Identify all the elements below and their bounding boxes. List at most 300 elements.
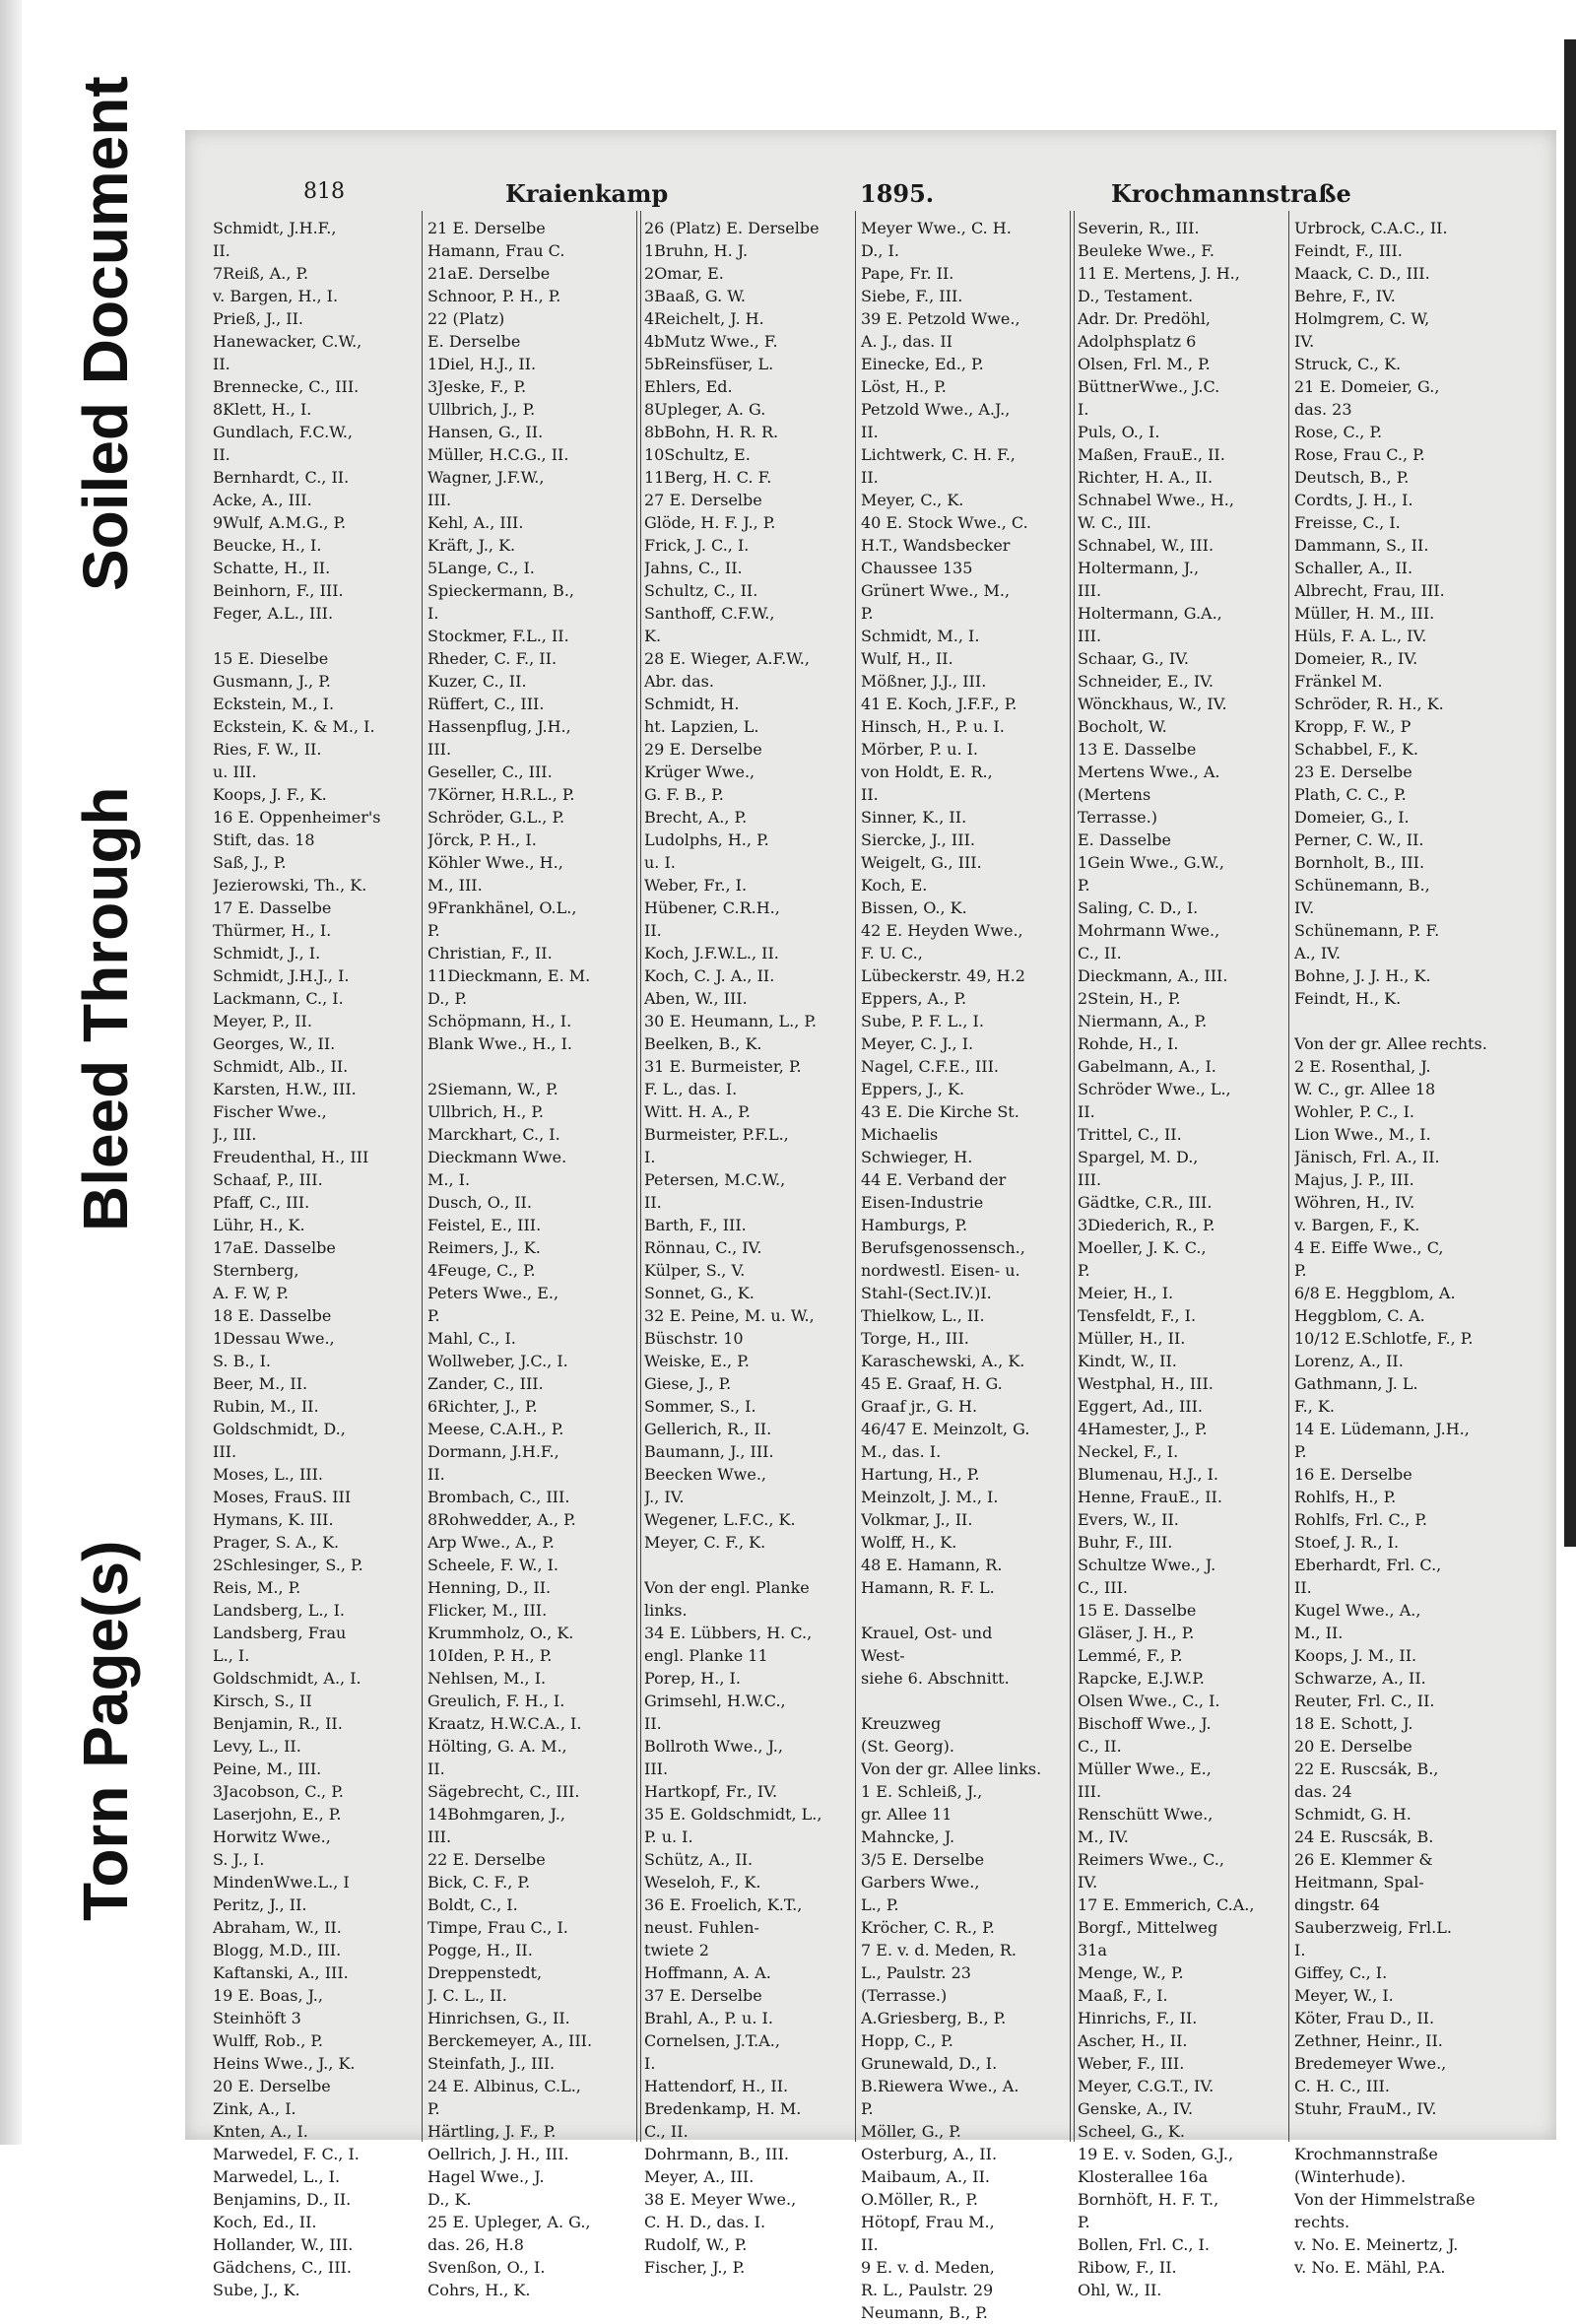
directory-entry-line: Sinner, K., II.	[861, 808, 967, 827]
directory-entry-line: Jahns, C., II.	[644, 559, 743, 577]
directory-entry-line: Schnabel Wwe., H.,	[1078, 491, 1234, 509]
directory-entry-line: Schmidt, H.	[644, 695, 740, 713]
directory-entry-line: II.	[861, 423, 879, 441]
directory-entry-line: Lübeckerstr. 49, H.2	[861, 966, 1025, 985]
directory-entry-line: Külper, S., V.	[644, 1261, 746, 1280]
directory-entry-line: D., P.	[427, 989, 468, 1008]
directory-entry-line: Westphal, H., III.	[1078, 1374, 1214, 1393]
directory-entry-line: 11Dieckmann, E. M.	[427, 966, 591, 985]
directory-entry-line: 36 E. Froelich, K.T.,	[644, 1895, 803, 1914]
directory-entry-line: Frick, J. C., I.	[644, 536, 750, 555]
directory-entry-line: Flicker, M., III.	[427, 1601, 548, 1620]
directory-entry-line: I.	[1078, 400, 1089, 419]
directory-entry-line: Maßen, FrauE., II.	[1078, 445, 1225, 464]
directory-entry-line: nordwestl. Eisen- u.	[861, 1261, 1020, 1280]
directory-entry-line: Mörber, P. u. I.	[861, 740, 979, 759]
directory-entry-line: 44 E. Verband der	[861, 1170, 1007, 1189]
directory-entry-line: Heggblom, C. A.	[1294, 1306, 1425, 1325]
directory-entry-line: neust. Fuhlen-	[644, 1918, 759, 1937]
directory-entry-line: Reimers, J., K.	[427, 1238, 541, 1257]
directory-entry-line: Svenßon, O., I.	[427, 2258, 546, 2277]
directory-entry-line: Trittel, C., II.	[1078, 1125, 1182, 1144]
directory-entry-line: Moeller, J. K. C.,	[1078, 1238, 1207, 1257]
directory-entry-line: Greulich, F. H., I.	[427, 1692, 565, 1710]
stamp-bleed-through: Bleed Through	[70, 786, 141, 1231]
directory-entry-line: 16 E. Oppenheimer's	[213, 808, 381, 827]
directory-entry-line: 5Lange, C., I.	[427, 559, 535, 577]
directory-entry-line: (Winterhude).	[1294, 2167, 1407, 2186]
directory-entry-line: Weiske, E., P.	[644, 1352, 750, 1370]
directory-entry-line: Oellrich, J. H., III.	[427, 2145, 569, 2163]
directory-entry-line: Köter, Frau D., II.	[1294, 2009, 1435, 2027]
directory-entry-line: Sternberg,	[213, 1261, 299, 1280]
directory-entry-line: Sube, P. F. L., I.	[861, 1012, 984, 1030]
column-6	[1294, 217, 1501, 2279]
directory-entry-line: Sauberzweig, Frl.L.	[1294, 1918, 1452, 1937]
directory-entry-line: II.	[1078, 1102, 1095, 1121]
directory-entry-line: Lackmann, C., I.	[213, 989, 344, 1008]
directory-entry-line: Schünemann, P. F.	[1294, 921, 1440, 940]
directory-entry-line: III.	[1078, 1782, 1102, 1801]
directory-entry-line: 3Baaß, G. W.	[644, 287, 746, 305]
directory-entry-line: P.	[427, 2099, 440, 2118]
directory-entry-line: Hagel Wwe., J.	[427, 2167, 545, 2186]
directory-entry-line: Schnoor, P. H., P.	[427, 287, 561, 305]
directory-entry-line: III.	[1078, 627, 1102, 645]
directory-entry-line: Feindt, F., III.	[1294, 241, 1403, 260]
directory-entry-line: Albrecht, Frau, III.	[1294, 581, 1445, 600]
directory-entry-line: Peine, M., III.	[213, 1760, 322, 1778]
directory-entry-line: P.	[427, 921, 440, 940]
directory-entry-line: 29 E. Derselbe	[644, 740, 762, 759]
directory-entry-line: 45 E. Graaf, H. G.	[861, 1374, 1003, 1393]
directory-entry-line: Hymans, K. III.	[213, 1510, 334, 1529]
column-rule	[1288, 211, 1289, 2142]
directory-entry-line: D., K.	[427, 2190, 472, 2209]
directory-entry-line: 27 E. Derselbe	[644, 491, 762, 509]
directory-entry-line: II.	[1294, 1578, 1312, 1597]
directory-entry-line: Hamburgs, P.	[861, 1216, 968, 1234]
directory-entry-line: Schabbel, F., K.	[1294, 740, 1418, 759]
directory-entry-line: Von der engl. Planke	[644, 1578, 810, 1597]
directory-entry-line: Schünemann, B.,	[1294, 876, 1430, 895]
directory-entry-line: 6/8 E. Heggblom, A.	[1294, 1284, 1456, 1302]
directory-entry-line: Hansen, G., II.	[427, 423, 544, 441]
directory-entry-line: Hollander, W., III.	[213, 2235, 354, 2254]
directory-entry-line: Burmeister, P.F.L.,	[644, 1125, 789, 1144]
directory-entry-line: Laserjohn, E., P.	[213, 1805, 342, 1824]
directory-entry-line: Wönckhaus, W., IV.	[1078, 695, 1227, 713]
directory-entry-line: Abr. das.	[644, 672, 714, 691]
directory-entry-line: Borgf., Mittelweg	[1078, 1918, 1218, 1937]
directory-entry-line: Meyer Wwe., C. H.	[861, 219, 1012, 237]
directory-entry-line: 35 E. Goldschmidt, L.,	[644, 1805, 822, 1824]
directory-entry-line: II.	[644, 1193, 662, 1212]
directory-entry-line: Bernhardt, C., II.	[213, 468, 350, 487]
directory-entry-line: Peters Wwe., E.,	[427, 1284, 559, 1302]
directory-entry-line: F. L., das. I.	[644, 1080, 738, 1098]
directory-entry-line: Kehl, A., III.	[427, 513, 524, 532]
directory-entry-line: Kräft, J., K.	[427, 536, 516, 555]
directory-entry-line: Dohrmann, B., III.	[644, 2145, 789, 2163]
directory-entry-line: Beer, M., II.	[213, 1374, 308, 1393]
header-left-title: Kraienkamp	[505, 179, 669, 208]
directory-entry-line: Zethner, Heinr., II.	[1294, 2031, 1443, 2050]
directory-entry-line: Jänisch, Frl. A., II.	[1294, 1148, 1440, 1166]
directory-entry-line: Adolphsplatz 6	[1078, 332, 1197, 351]
directory-entry-line: K.	[644, 627, 662, 645]
directory-entry-line: Sube, J., K.	[213, 2281, 300, 2299]
directory-entry-line: Schaar, G., IV.	[1078, 649, 1189, 668]
directory-entry-line: Stift, das. 18	[213, 830, 315, 849]
directory-entry-line: Ehlers, Ed.	[644, 377, 733, 396]
directory-entry-line: 22 E. Derselbe	[427, 1850, 546, 1869]
directory-entry-line: 3Jacobson, C., P.	[213, 1782, 344, 1801]
stamp-soiled-document: Soiled Document	[70, 76, 141, 591]
directory-entry-line: (Terrasse.)	[861, 1986, 948, 2005]
directory-entry-line: P.	[1078, 2213, 1090, 2231]
directory-entry-line: Kugel Wwe., A.,	[1294, 1601, 1421, 1620]
directory-entry-line: 13 E. Dasselbe	[1078, 740, 1197, 759]
directory-entry-line: Dieckmann, A., III.	[1078, 966, 1228, 985]
directory-entry-line: F., K.	[1294, 1397, 1335, 1416]
directory-entry-line: Holtermann, J.,	[1078, 559, 1200, 577]
directory-entry-line: C., II.	[1078, 1737, 1122, 1756]
directory-entry-line: 7Körner, H.R.L., P.	[427, 785, 575, 804]
directory-entry-line: III.	[427, 491, 452, 509]
directory-entry-line: Krüger Wwe.,	[644, 763, 755, 781]
directory-entry-line: 1Diel, H.J., II.	[427, 355, 537, 373]
directory-entry-line: II.	[213, 445, 230, 464]
directory-entry-line: Wulff, Rob., P.	[213, 2031, 323, 2050]
directory-entry-line: Eckstein, K. & M., I.	[213, 717, 375, 736]
directory-entry-line: A., IV.	[1294, 944, 1341, 963]
directory-entry-line: P.	[1294, 1261, 1307, 1280]
directory-entry-line: Möller, G., P.	[861, 2122, 961, 2141]
directory-entry-line: 28 E. Wieger, A.F.W.,	[644, 649, 810, 668]
directory-entry-line: Gläser, J. H., P.	[1078, 1624, 1195, 1642]
directory-entry-line: III.	[427, 1827, 452, 1846]
directory-entry-line: Goldschmidt, D.,	[213, 1420, 346, 1438]
directory-entry-line: 10/12 E.Schlotfe, F., P.	[1294, 1329, 1474, 1348]
directory-entry-line: Deutsch, B., P.	[1294, 468, 1410, 487]
directory-entry-line: O.Möller, R., P.	[861, 2190, 978, 2209]
directory-entry-line: D., Testament.	[1078, 287, 1194, 305]
directory-entry-line: Eckstein, M., I.	[213, 695, 335, 713]
directory-entry-line: 8bBohn, H. R. R.	[644, 423, 779, 441]
directory-entry-line: J., IV.	[644, 1488, 685, 1506]
directory-entry-line: Porep, H., I.	[644, 1669, 741, 1688]
directory-entry-line	[213, 625, 420, 647]
directory-entry-line: Bornholt, B., III.	[1294, 853, 1425, 872]
directory-entry-line: Perner, C. W., II.	[1294, 830, 1424, 849]
directory-entry-line: Grimsehl, H.W.C.,	[644, 1692, 786, 1710]
directory-entry-line: Domeier, R., IV.	[1294, 649, 1418, 668]
directory-entry-line: 43 E. Die Kirche St.	[861, 1102, 1019, 1121]
directory-entry-line: S. B., I.	[213, 1352, 271, 1370]
directory-entry-line: 4Reichelt, J. H.	[644, 309, 764, 328]
directory-entry-line: u. III.	[213, 763, 257, 781]
directory-entry-line: 32 E. Peine, M. u. W.,	[644, 1306, 815, 1325]
directory-entry-line: Acke, A., III.	[213, 491, 312, 509]
directory-entry-line: Meyer, C. J., I.	[861, 1034, 974, 1053]
directory-entry-line: Moses, L., III.	[213, 1465, 324, 1484]
directory-entry-line: G. F. B., P.	[644, 785, 724, 804]
directory-entry-line: 4bMutz Wwe., F.	[644, 332, 778, 351]
directory-entry-line: Boldt, C., I.	[427, 1895, 518, 1914]
directory-entry-line: Knten, A., I.	[213, 2122, 308, 2141]
directory-entry-line	[861, 1690, 1068, 1712]
directory-entry-line: 2Schlesinger, S., P.	[213, 1556, 363, 1574]
directory-entry-line: J., III.	[213, 1125, 257, 1144]
directory-entry-line: rechts.	[1294, 2213, 1350, 2231]
directory-entry-line: 2 E. Rosenthal, J.	[1294, 1057, 1431, 1076]
directory-entry-line: Büschstr. 10	[644, 1329, 744, 1348]
directory-entry-line: 11Berg, H. C. F.	[644, 468, 772, 487]
directory-entry-line: Von der gr. Allee links.	[861, 1760, 1042, 1778]
directory-entry-line: Müller Wwe., E.,	[1078, 1760, 1212, 1778]
column-2	[427, 217, 634, 2301]
directory-entry-line: Stockmer, F.L., II.	[427, 627, 569, 645]
directory-entry-line: Hinrichs, F., II.	[1078, 2009, 1198, 2027]
column-5	[1078, 217, 1284, 2301]
directory-entry-line: Baumann, J., III.	[644, 1442, 774, 1461]
directory-entry-line: Bischoff Wwe., J.	[1078, 1714, 1212, 1733]
directory-entry-line: Pfaff, C., III.	[213, 1193, 310, 1212]
directory-entry-line: P.	[1078, 1261, 1090, 1280]
directory-entry-line: Horwitz Wwe.,	[213, 1827, 331, 1846]
directory-entry-line: 46/47 E. Meinzolt, G.	[861, 1420, 1030, 1438]
directory-entry-line: II.	[861, 2235, 879, 2254]
directory-entry-line: Hanewacker, C.W.,	[213, 332, 362, 351]
directory-entry-line: 17 E. Emmerich, C.A.,	[1078, 1895, 1255, 1914]
directory-entry-line: 9Wulf, A.M.G., P.	[213, 513, 347, 532]
directory-entry-line: 20 E. Derselbe	[1294, 1737, 1412, 1756]
directory-entry-line: Christian, F., II.	[427, 944, 553, 963]
directory-entry-line	[861, 1599, 1068, 1622]
directory-entry-line: 24 E. Albinus, C.L.,	[427, 2077, 581, 2095]
directory-entry-line: M., das. I.	[861, 1442, 942, 1461]
directory-entry-line: Hübener, C.R.H.,	[644, 898, 780, 917]
directory-entry-line: 2Omar, E.	[644, 264, 724, 283]
directory-entry-line: Renschütt Wwe.,	[1078, 1805, 1214, 1824]
directory-entry-line: Heins Wwe., J., K.	[213, 2054, 356, 2073]
directory-entry-line: Rohde, H., I.	[1078, 1034, 1179, 1053]
directory-entry-line: Schwieger, H.	[861, 1148, 973, 1166]
directory-entry-line: E. Derselbe	[427, 332, 521, 351]
directory-entry-line: Siercke, J., III.	[861, 830, 975, 849]
directory-entry-line: Pape, Fr. II.	[861, 264, 954, 283]
directory-entry-line: Schöpmann, H., I.	[427, 1012, 572, 1030]
directory-entry-line: Klosterallee 16a	[1078, 2167, 1209, 2186]
directory-entry-line: Bocholt, W.	[1078, 717, 1167, 736]
column-rule	[422, 211, 423, 2142]
directory-entry-line: Eppers, J., K.	[861, 1080, 965, 1098]
directory-entry-line	[427, 1055, 634, 1078]
directory-entry-line: Neumann, B., P.	[861, 2303, 988, 2322]
directory-entry-line: Cordts, J. H., I.	[1294, 491, 1413, 509]
directory-entry-line: Steinfath, J., III.	[427, 2054, 556, 2073]
directory-entry-line: S. J., I.	[213, 1850, 265, 1869]
directory-entry-line: West-	[861, 1646, 905, 1665]
directory-entry-line: 40 E. Stock Wwe., C.	[861, 513, 1028, 532]
directory-entry-line: Krauel, Ost- und	[861, 1624, 993, 1642]
directory-entry-line: Dieckmann Wwe.	[427, 1148, 567, 1166]
directory-entry-line: Rheder, C. F., II.	[427, 649, 558, 668]
directory-entry-line: 10Iden, P. H., P.	[427, 1646, 553, 1665]
directory-entry-line: Eggert, Ad., III.	[1078, 1397, 1203, 1416]
directory-entry-line: 14Bohmgaren, J.,	[427, 1805, 565, 1824]
column-1	[213, 217, 420, 2301]
directory-entry-line: Feindt, H., K.	[1294, 989, 1402, 1008]
directory-entry-line: 31a	[1078, 1941, 1107, 1959]
directory-entry-line: Steinhöft 3	[213, 2009, 301, 2027]
directory-entry-line: Feistel, E., III.	[427, 1216, 542, 1234]
directory-entry-line: 9 E. v. d. Meden,	[861, 2258, 995, 2277]
directory-entry-line: Schneider, E., IV.	[1078, 672, 1214, 691]
directory-entry-line: 3Diederich, R., P.	[1078, 1216, 1215, 1234]
directory-entry-line: Prieß, J., II.	[213, 309, 304, 328]
directory-entry-line: Majus, J. P., III.	[1294, 1170, 1414, 1189]
directory-entry-line: I.	[644, 1148, 656, 1166]
directory-entry-line: Berckemeyer, A., III.	[427, 2031, 593, 2050]
directory-entry-line: J. C. L., II.	[427, 1986, 507, 2005]
directory-entry-line: Prager, S. A., K.	[213, 1533, 340, 1552]
directory-entry-line: Bissen, O., K.	[861, 898, 967, 917]
directory-entry-line: Graaf jr., G. H.	[861, 1397, 978, 1416]
directory-entry-line: das. 24	[1294, 1782, 1352, 1801]
directory-entry-line: IV.	[1294, 898, 1315, 917]
directory-entry-line: Schröder, R. H., K.	[1294, 695, 1444, 713]
stamp-torn-pages: Torn Page(s)	[70, 1540, 141, 1921]
directory-entry-line: Schaller, A., II.	[1294, 559, 1413, 577]
directory-entry-line: Löst, H., P.	[861, 377, 947, 396]
directory-entry-line: 22 E. Ruscsák, B.,	[1294, 1760, 1439, 1778]
directory-entry-line: Krochmannstraße	[1294, 2145, 1438, 2163]
directory-entry-line: Hamann, Frau C.	[427, 241, 565, 260]
directory-entry-line: 38 E. Meyer Wwe.,	[644, 2190, 797, 2209]
directory-entry-line: Wagner, J.F.W.,	[427, 468, 545, 487]
directory-entry-line: 37 E. Derselbe	[644, 1986, 762, 2005]
directory-entry-line: Zander, C., III.	[427, 1374, 544, 1393]
directory-entry-line: Saling, C. D., I.	[1078, 898, 1199, 917]
directory-entry-line: engl. Planke 11	[644, 1646, 768, 1665]
directory-entry-line: 26 E. Klemmer &	[1294, 1850, 1433, 1869]
directory-entry-line: Müller, H. M., III.	[1294, 604, 1435, 623]
directory-entry-line: 3Jeske, F., P.	[427, 377, 527, 396]
directory-entry-line: Hassenpflug, J.H.,	[427, 717, 571, 736]
directory-entry-line: Aben, W., III.	[644, 989, 748, 1008]
directory-entry-line: Arp Wwe., A., P.	[427, 1533, 555, 1552]
directory-entry-line: Dammann, S., II.	[1294, 536, 1429, 555]
directory-entry-line: Koch, E.	[861, 876, 928, 895]
directory-entry-line: Domeier, G., I.	[1294, 808, 1410, 827]
directory-entry-line: Weber, Fr., I.	[644, 876, 748, 895]
directory-entry-line: Freudenthal, H., III	[213, 1148, 369, 1166]
directory-entry-line: Plath, C. C., P.	[1294, 785, 1407, 804]
directory-entry-line: Dreppenstedt,	[427, 1963, 543, 1982]
directory-entry-line: 6Richter, J., P.	[427, 1397, 538, 1416]
directory-entry-line: Kirsch, S., II	[213, 1692, 312, 1710]
directory-entry-line: Santhoff, C.F.W.,	[644, 604, 775, 623]
column-3	[644, 217, 851, 2279]
directory-entry-line: Goldschmidt, A., I.	[213, 1669, 361, 1688]
directory-entry-line: 22 (Platz)	[427, 309, 505, 328]
directory-entry-line: Brombach, C., III.	[427, 1488, 570, 1506]
directory-entry-line: Von der gr. Allee rechts.	[1294, 1034, 1487, 1053]
directory-entry-line: Rüffert, C., III.	[427, 695, 545, 713]
directory-entry-line: Ullbrich, J., P.	[427, 400, 536, 419]
directory-entry-line: Lion Wwe., M., I.	[1294, 1125, 1431, 1144]
directory-entry-line: Schmidt, G. H.	[1294, 1805, 1412, 1824]
directory-entry-line: 1 E. Schleiß, J.,	[861, 1782, 983, 1801]
directory-entry-line: A. F. W, P.	[213, 1284, 289, 1302]
directory-entry-line: Meyer, W., I.	[1294, 1986, 1394, 2005]
directory-entry-line: Marwedel, F. C., I.	[213, 2145, 360, 2163]
directory-entry-line: Schmidt, J.H.J., I.	[213, 966, 350, 985]
directory-entry-line: Hopp, C., P.	[861, 2031, 953, 2050]
directory-entry-line: Fischer Wwe.,	[213, 1102, 327, 1121]
directory-entry-line: Kreuzweg	[861, 1714, 942, 1733]
directory-entry-line: Lichtwerk, C. H. F.,	[861, 445, 1016, 464]
directory-entry-line: Mahl, C., I.	[427, 1329, 516, 1348]
directory-entry-line: Michaelis	[861, 1125, 939, 1144]
directory-entry-line: 42 E. Heyden Wwe.,	[861, 921, 1023, 940]
directory-entry-line: Meier, H., I.	[1078, 1284, 1174, 1302]
directory-entry-line: IV.	[1078, 1873, 1098, 1892]
directory-entry-line: Rudolf, W., P.	[644, 2235, 748, 2254]
directory-entry-line: Müller, H.C.G., II.	[427, 445, 569, 464]
directory-entry-line: Hölting, G. A. M.,	[427, 1737, 567, 1756]
directory-entry-line: Dusch, O., II.	[427, 1193, 532, 1212]
directory-entry-line: III.	[213, 1442, 237, 1461]
directory-entry-line: Schmidt, Alb., II.	[213, 1057, 349, 1076]
directory-entry-line: II.	[644, 1714, 662, 1733]
directory-entry-line: Lemmé, F., P.	[1078, 1646, 1183, 1665]
directory-entry-line: Rose, Frau C., P.	[1294, 445, 1425, 464]
directory-entry-line: Hinsch, H., P. u. I.	[861, 717, 1005, 736]
directory-entry-line: Ascher, H., II.	[1078, 2031, 1188, 2050]
directory-entry-line: Bollen, Frl. C., I.	[1078, 2235, 1210, 2254]
directory-entry-line: Petzold Wwe., A.J.,	[861, 400, 1011, 419]
directory-entry-line: Rapcke, E.J.W.P.	[1078, 1669, 1205, 1688]
directory-entry-line: 30 E. Heumann, L., P.	[644, 1012, 818, 1030]
directory-entry-line: C. H. C., III.	[1294, 2077, 1390, 2095]
directory-entry-line: II.	[644, 921, 662, 940]
directory-entry-line: 1Gein Wwe., G.W.,	[1078, 853, 1224, 872]
directory-entry-line: Schröder Wwe., L.,	[1078, 1080, 1231, 1098]
directory-entry-line: 19 E. v. Soden, G.J.,	[1078, 2145, 1234, 2163]
directory-entry-line: Osterburg, A., II.	[861, 2145, 998, 2163]
directory-entry-line: Wolff, H., K.	[861, 1533, 957, 1552]
directory-entry-line: 39 E. Petzold Wwe.,	[861, 309, 1020, 328]
directory-entry-line	[1294, 1010, 1501, 1032]
directory-entry-line: P.	[427, 1306, 440, 1325]
directory-entry-line: Chaussee 135	[861, 559, 973, 577]
directory-entry-line: Richter, H. A., II.	[1078, 468, 1214, 487]
directory-entry-line: Holtermann, G.A.,	[1078, 604, 1222, 623]
directory-entry-line: C., II.	[1078, 944, 1122, 963]
directory-entry-line	[644, 1554, 851, 1576]
directory-entry-line: 31 E. Burmeister, P.	[644, 1057, 802, 1076]
directory-entry-line: Wegener, L.F.C., K.	[644, 1510, 796, 1529]
directory-entry-line: Kraatz, H.W.C.A., I.	[427, 1714, 582, 1733]
directory-entry-line: Bohne, J. J. H., K.	[1294, 966, 1431, 985]
directory-entry-line: v. Bargen, H., I.	[213, 287, 339, 305]
directory-entry-line: Bredenkamp, H. M.	[644, 2099, 802, 2118]
directory-entry-line: Freisse, C., I.	[1294, 513, 1401, 532]
directory-entry-line: Härtling, J. F., P.	[427, 2122, 557, 2141]
